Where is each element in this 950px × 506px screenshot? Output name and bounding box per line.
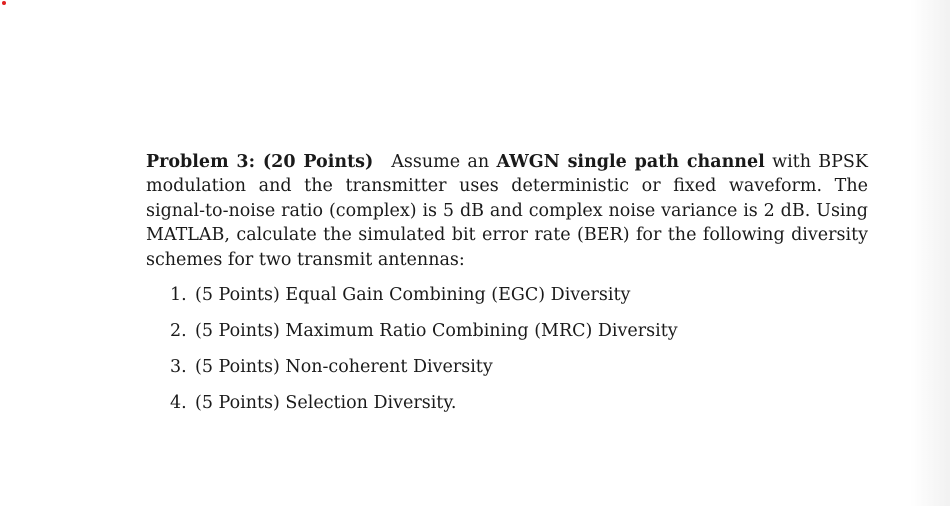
list-item-text: (5 Points) Selection Diversity. — [195, 393, 457, 413]
list-item — [170, 283, 678, 319]
list-item-number: 2. — [170, 321, 187, 341]
list-item-number: 1. — [170, 285, 187, 305]
problem-intro: Assume an — [391, 152, 490, 172]
problem-statement — [146, 150, 868, 272]
list-item — [170, 391, 678, 427]
list-item-text: (5 Points) Maximum Ratio Combining (MRC) Diversity — [195, 321, 678, 341]
list-item-text: (5 Points) Non-coherent Diversity — [195, 357, 493, 377]
list-item-number: 3. — [170, 357, 187, 377]
problem-bold-term: AWGN single path channel — [496, 152, 765, 172]
page-edge-shadow — [910, 0, 950, 506]
list-item-number: 4. — [170, 393, 187, 413]
problem-body: with BPSK modulation and the transmitter uses deterministic or fixed waveform. The signal-to-noise ratio (complex) is 5 dB and complex noise variance is 2 dB. Using MATLAB, calculate the simulated bit error rate (BER) for the following diversity schemes for two transmit antennas: — [146, 152, 868, 270]
list-item — [170, 355, 678, 391]
diversity-list — [170, 283, 678, 427]
problem-heading: Problem 3: (20 Points) — [146, 152, 374, 172]
red-dot-mark — [2, 1, 6, 5]
list-item-text: (5 Points) Equal Gain Combining (EGC) Diversity — [195, 285, 631, 305]
list-item — [170, 319, 678, 355]
